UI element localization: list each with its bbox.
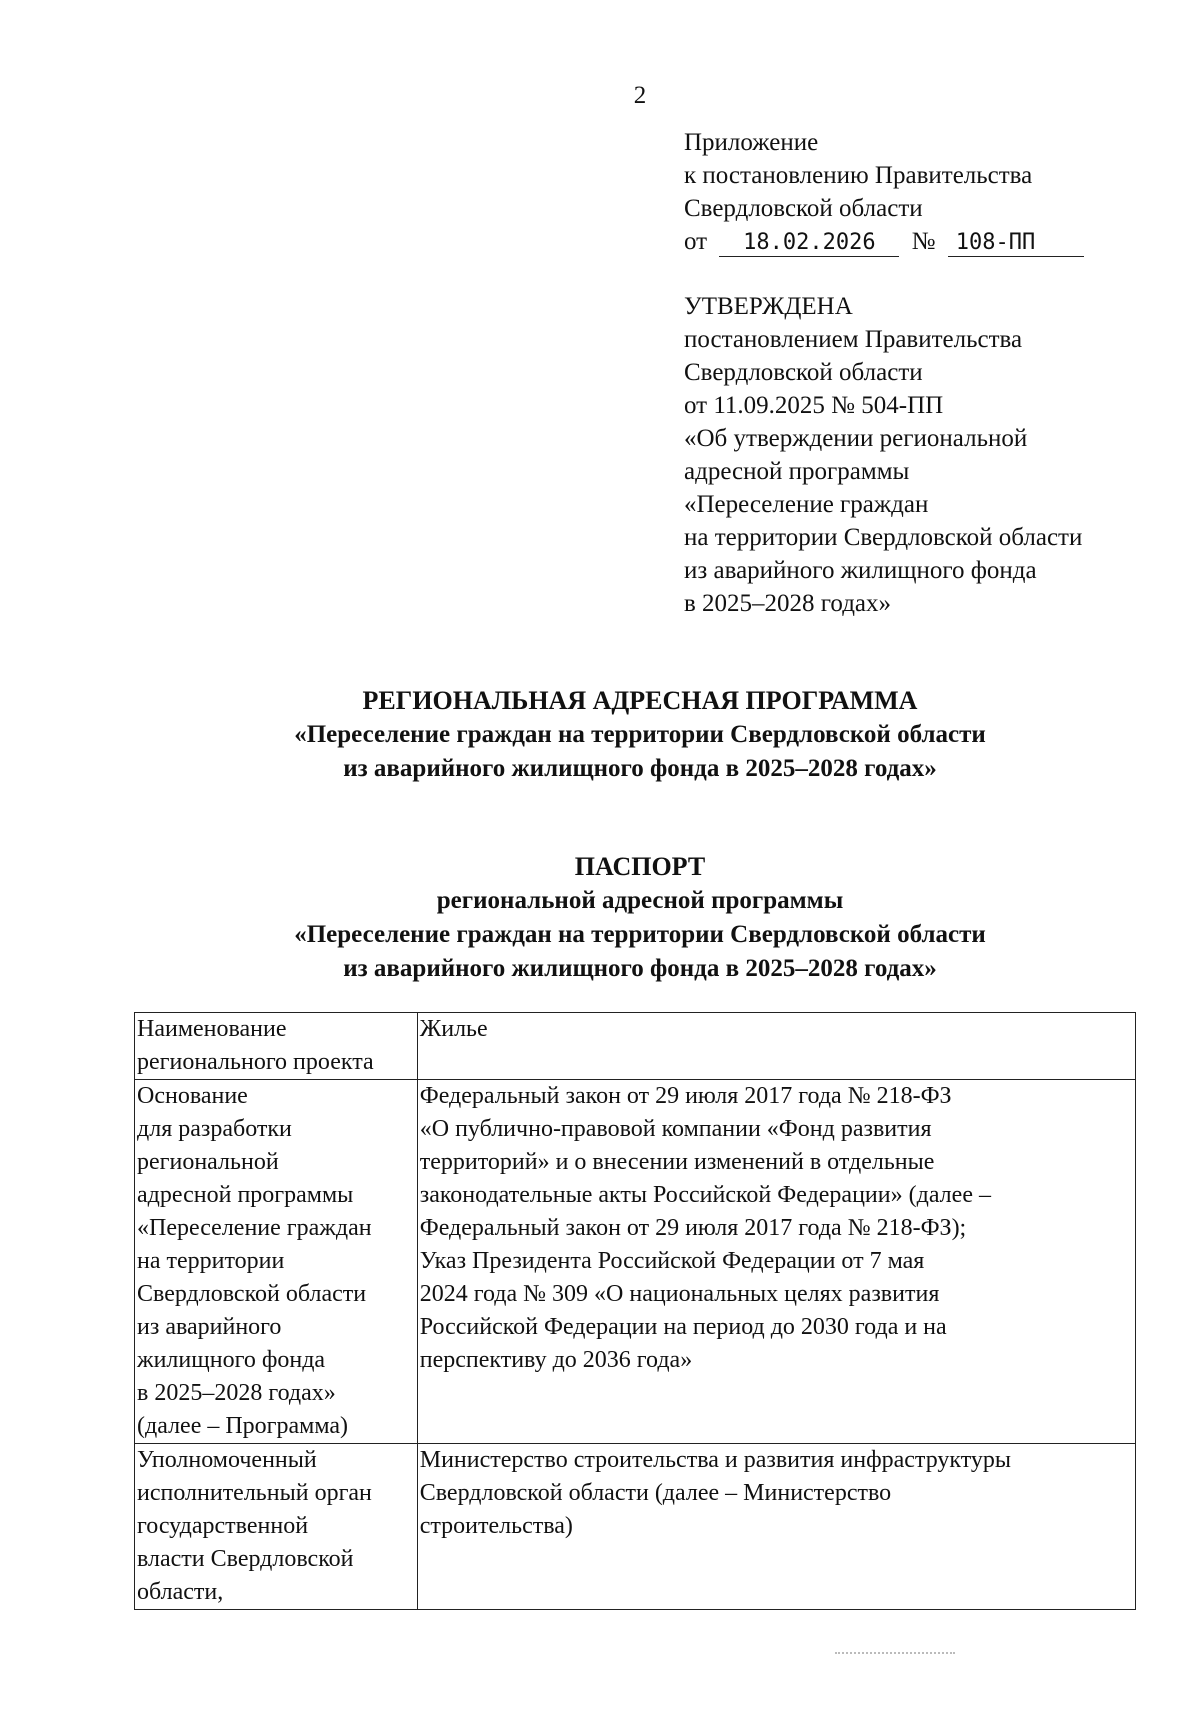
label-line: Уполномоченный xyxy=(137,1447,317,1473)
label-line: государственной xyxy=(137,1513,309,1539)
value-line: Министерство строительства и развития инфраструктуры xyxy=(419,1447,1012,1473)
label-line: для разработки xyxy=(137,1116,292,1142)
value-line: 2024 года № 309 «О национальных целях развития xyxy=(419,1281,940,1307)
passport-title-line: «Переселение граждан на территории Свердловской области xyxy=(294,921,986,948)
value-line: Федеральный закон от 29 июля 2017 года № 218-ФЗ xyxy=(419,1083,952,1109)
value-line: «О публично-правовой компании «Фонд развития xyxy=(419,1116,932,1142)
approved-line: УТВЕРЖДЕНА xyxy=(684,293,853,320)
scan-artifact-dots xyxy=(835,1652,955,1654)
label-line: адресной программы xyxy=(137,1182,354,1208)
table-row xyxy=(135,1013,1136,1080)
label-line: исполнительный орган xyxy=(137,1480,372,1506)
appendix-line: к постановлению Правительства xyxy=(684,162,1033,189)
label-line: региональной xyxy=(137,1149,279,1175)
row-label-cell xyxy=(135,1080,418,1444)
approved-line: на территории Свердловской области xyxy=(684,524,1083,551)
approved-line: «Переселение граждан xyxy=(684,491,929,518)
label-line: из аварийного xyxy=(137,1314,282,1340)
appendix-date-line xyxy=(684,225,1084,258)
program-title xyxy=(0,684,1200,786)
table-row xyxy=(135,1080,1136,1444)
program-title-line: из аварийного жилищного фонда в 2025–2028 годах» xyxy=(343,755,937,782)
appendix-line: Приложение xyxy=(684,129,819,156)
appendix-block xyxy=(684,126,1084,258)
row-label-cell xyxy=(135,1013,418,1080)
label-line: на территории xyxy=(137,1248,285,1274)
passport-title xyxy=(0,850,1200,986)
value-line: Свердловской области (далее – Министерство xyxy=(419,1480,892,1506)
label-line: жилищного фонда xyxy=(137,1347,326,1373)
approved-line: адресной программы xyxy=(684,458,910,485)
approved-line: постановлением Правительства xyxy=(684,326,1023,353)
value-line: Российской Федерации на период до 2030 года и на xyxy=(419,1314,947,1340)
value-line: Жилье xyxy=(419,1016,488,1042)
label-line: Свердловской области xyxy=(137,1281,367,1307)
row-value-cell xyxy=(417,1444,1135,1610)
approved-block xyxy=(684,290,1082,620)
passport-title-line: из аварийного жилищного фонда в 2025–2028 годах» xyxy=(343,955,937,982)
date-prefix: от xyxy=(684,228,708,255)
label-line: власти Свердловской xyxy=(137,1546,354,1572)
appendix-line: Свердловской области xyxy=(684,195,923,222)
page-number: 2 xyxy=(633,82,647,109)
label-line: области, xyxy=(137,1579,224,1605)
row-value-cell xyxy=(417,1013,1135,1080)
approved-line: «Об утверждении региональной xyxy=(684,425,1028,452)
passport-heading: ПАСПОРТ xyxy=(574,852,706,881)
label-line: «Переселение граждан xyxy=(137,1215,372,1241)
row-value-cell xyxy=(417,1080,1135,1444)
number-prefix: № xyxy=(911,228,936,255)
value-line: строительства) xyxy=(419,1513,573,1539)
approved-line: Свердловской области xyxy=(684,359,923,386)
value-line: Федеральный закон от 29 июля 2017 года № 218-ФЗ); xyxy=(419,1215,967,1241)
row-label-cell xyxy=(135,1444,418,1610)
label-line: в 2025–2028 годах» xyxy=(137,1380,336,1406)
label-line: регионального проекта xyxy=(137,1049,374,1075)
approved-line: в 2025–2028 годах» xyxy=(684,590,892,617)
value-line: Указ Президента Российской Федерации от 7 мая xyxy=(419,1248,925,1274)
label-line: Наименование xyxy=(137,1016,287,1042)
approved-line: от 11.09.2025 № 504-ПП xyxy=(684,392,944,419)
decree-number: 108-ПП xyxy=(948,230,1084,257)
value-line: территорий» и о внесении изменений в отдельные xyxy=(419,1149,935,1175)
program-title-line: «Переселение граждан на территории Свердловской области xyxy=(294,721,986,748)
label-line: (далее – Программа) xyxy=(137,1413,349,1439)
decree-date: 18.02.2026 xyxy=(719,230,899,257)
passport-title-line: региональной адресной программы xyxy=(436,887,844,914)
program-title-heading: РЕГИОНАЛЬНАЯ АДРЕСНАЯ ПРОГРАММА xyxy=(362,686,918,715)
passport-table xyxy=(134,1012,1136,1610)
label-line: Основание xyxy=(137,1083,248,1109)
table-row xyxy=(135,1444,1136,1610)
value-line: перспективу до 2036 года» xyxy=(419,1347,693,1373)
value-line: законодательные акты Российской Федерации» (далее – xyxy=(419,1182,991,1208)
approved-line: из аварийного жилищного фонда xyxy=(684,557,1037,584)
